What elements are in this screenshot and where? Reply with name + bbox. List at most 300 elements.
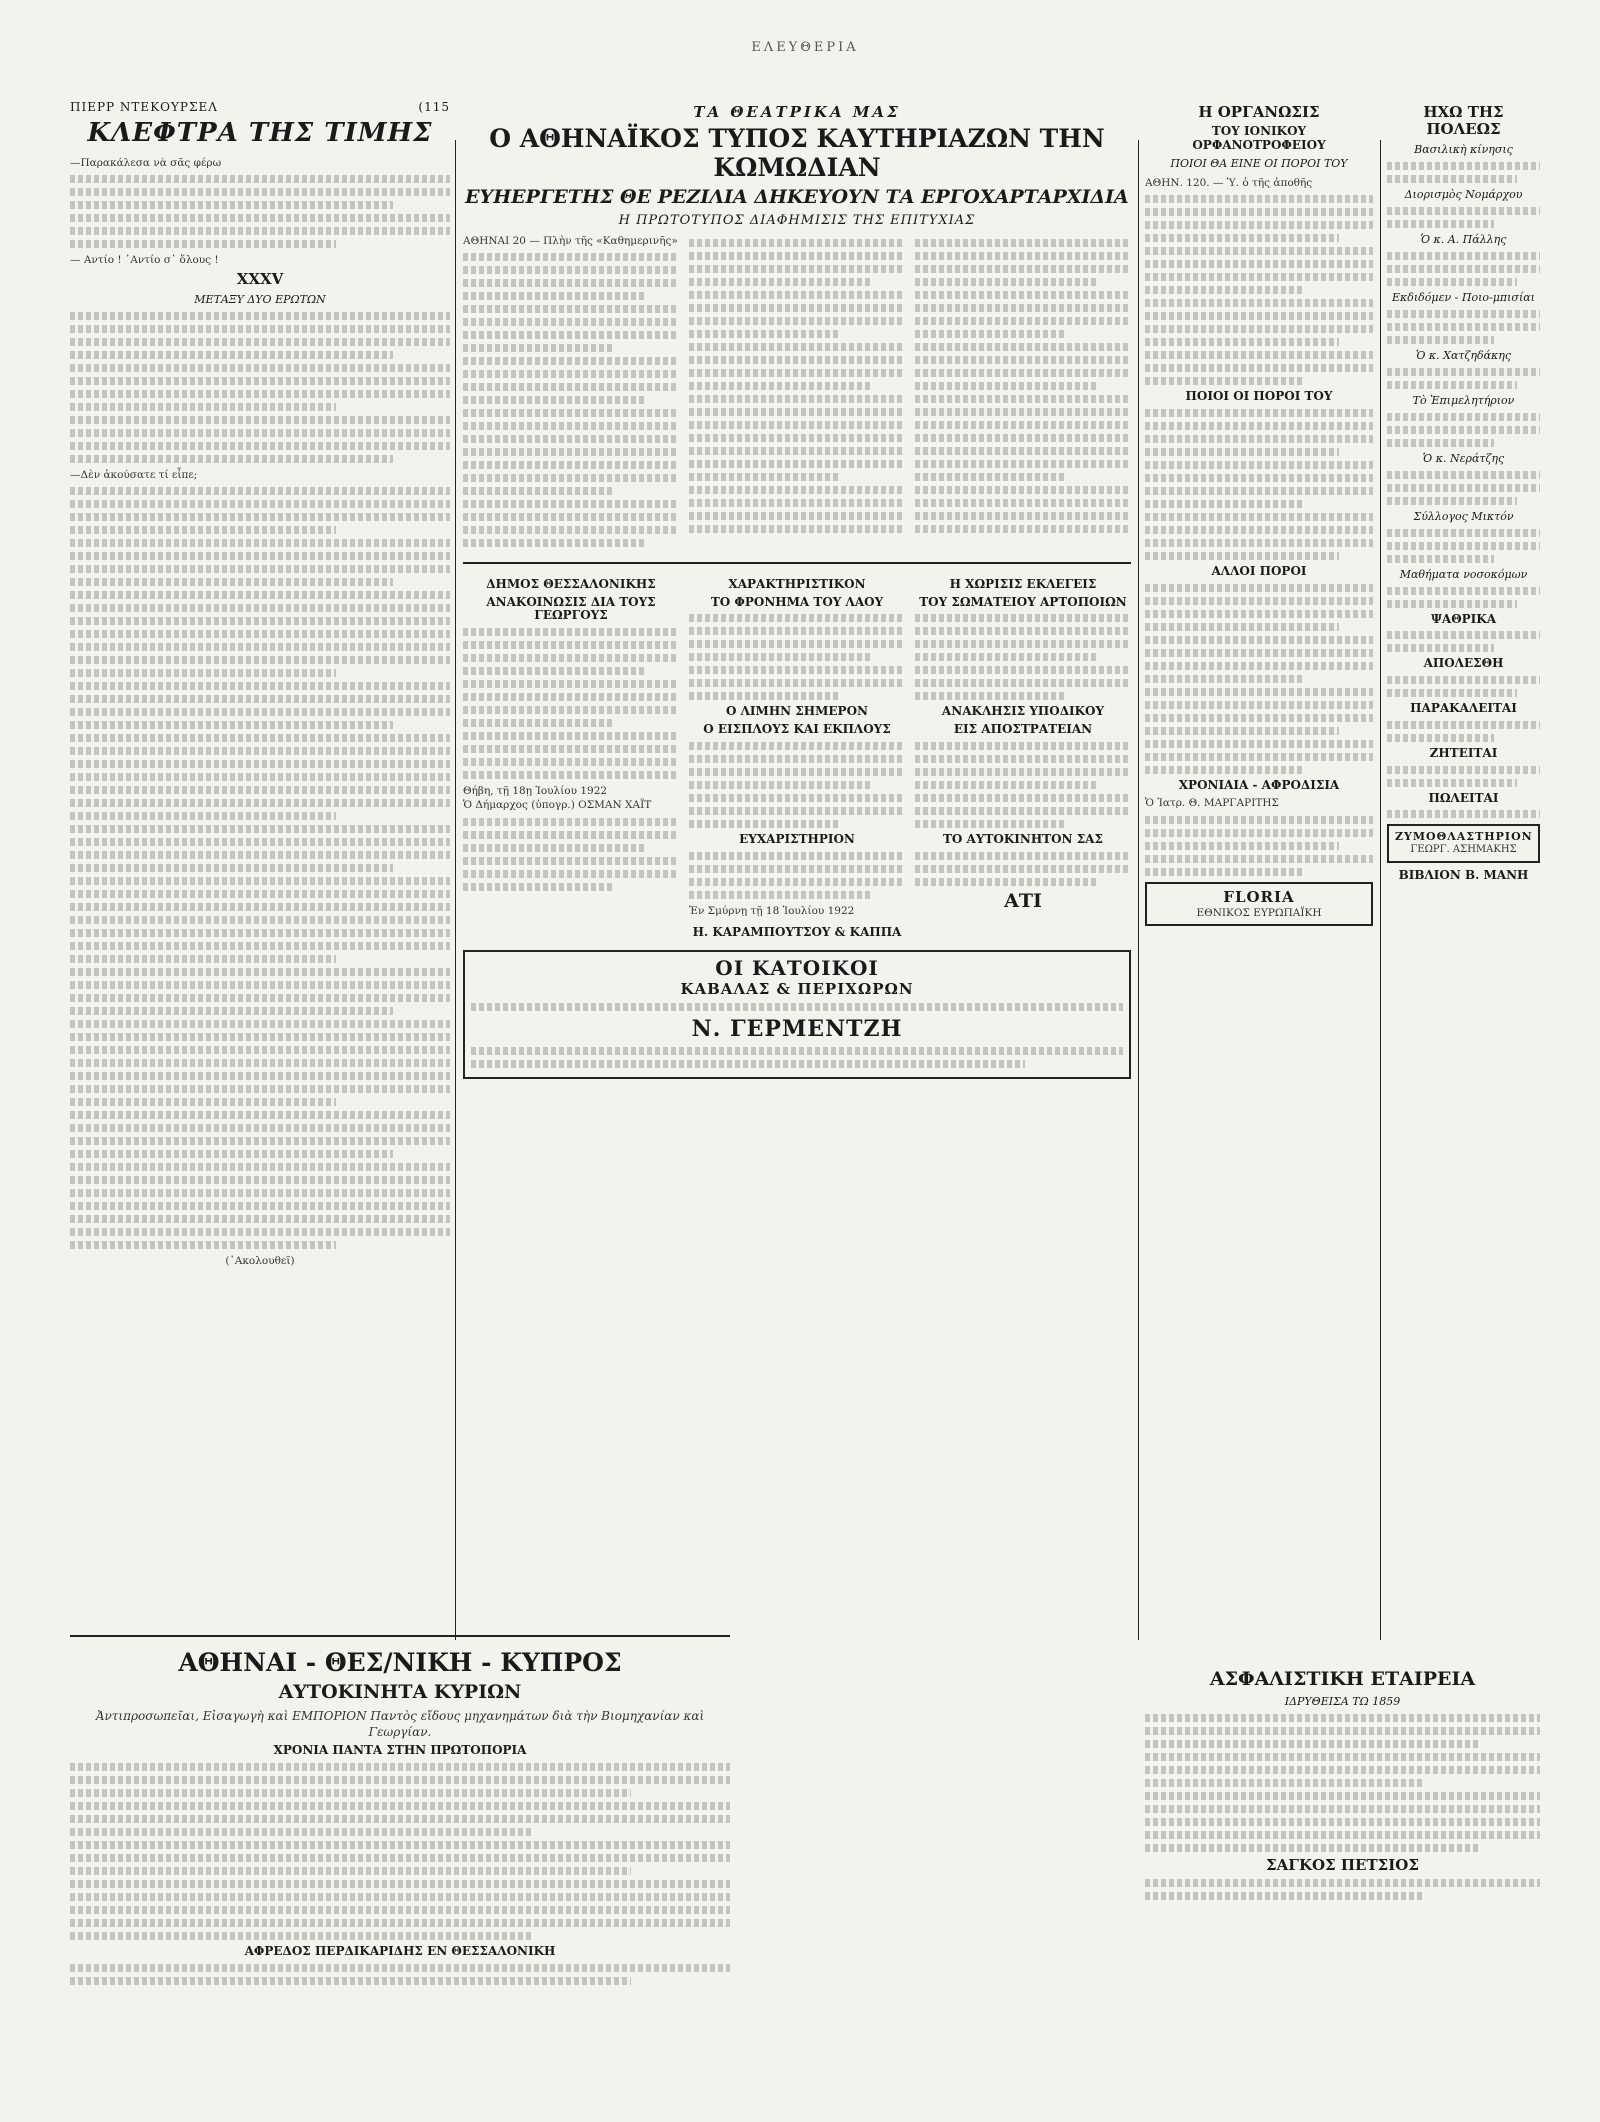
ad-subtitle: ΕΘΝΙΚΟΣ ΕΥΡΩΠΑΪΚΗ [1196, 906, 1322, 919]
text-line [1145, 325, 1373, 333]
section-kicker: Η ΟΡΓΑΝΩΣΙΣ [1198, 103, 1320, 121]
notice-date: Θήβη, τῇ 18ῃ Ἰουλίου 1922 [463, 785, 608, 798]
classified-ad: ΠΑΡΑΚΑΛΕΙΤΑΙ [1410, 701, 1517, 716]
text-line [1145, 1844, 1481, 1852]
text-line [70, 455, 393, 463]
text-line [689, 473, 840, 481]
text-line [1145, 662, 1373, 670]
text-line [689, 512, 905, 520]
text-line [915, 768, 1131, 776]
notice-title: ΔΗΜΟΣ ΘΕΣΣΑΛΟΝΙΚΗΣ [486, 576, 656, 591]
text-line [463, 435, 679, 443]
classified-ad: ΖΗΤΕΙΤΑΙ [1429, 745, 1498, 760]
text-line [463, 396, 647, 404]
text-line [915, 781, 1099, 789]
text-line [70, 442, 450, 450]
text-line [1387, 265, 1540, 273]
column-rule [455, 140, 456, 1640]
text-line [70, 721, 393, 729]
item-heading: Σύλλογος Μικτόν [1413, 509, 1514, 523]
text-line [463, 331, 679, 339]
text-line [1145, 1792, 1540, 1800]
text-line [689, 304, 905, 312]
dateline: ΑΘΗΝΑΙ 20 — Πλὴν τῆς «Καθημερινῆς» [463, 234, 678, 247]
article-title: ΧΑΡΑΚΤΗΡΙΣΤΙΚΟΝ [728, 576, 866, 591]
text-line [70, 1020, 450, 1028]
text-line [70, 1854, 730, 1862]
city-echo-column [1387, 100, 1540, 1640]
text-line [70, 565, 450, 573]
item-heading: Εκδιδόμεν - Ποιο-μπισίαι [1392, 290, 1535, 304]
classified-ad: ΒΙΒΛΙΟΝ Β. ΜΑΝΗ [1398, 867, 1529, 882]
classified-ad: ΑΠΟΛΕΣΘΗ [1423, 656, 1504, 671]
text-line [1145, 338, 1339, 346]
ad-title: ΖΥΜΟΘΛΑΣΤΗΡΙΟΝ [1395, 830, 1533, 844]
text-line [70, 851, 450, 859]
ad-footer: ΣΑΓΚΟΣ ΠΕΤΣΙΟΣ [1266, 1855, 1419, 1874]
ad-name: ΓΕΩΡΓ. ΑΣΗΜΑΚΗΣ [1410, 844, 1517, 856]
text-line [70, 916, 450, 924]
text-line [689, 421, 905, 429]
text-line [70, 364, 450, 372]
item-heading: Ὁ κ. Α. Πάλλης [1420, 232, 1507, 246]
article-subtitle: ΠΟΙΟΙ ΘΑ ΕΙΝΕ ΟΙ ΠΟΡΟΙ ΤΟΥ [1170, 156, 1348, 170]
text-line [689, 614, 905, 622]
text-line [1387, 810, 1540, 818]
ad-subtitle: ΙΔΡΥΘΕΙΣΑ ΤΩ 1859 [1284, 1694, 1401, 1708]
text-line [1387, 542, 1540, 550]
text-line [1387, 413, 1540, 421]
section-rule [70, 1635, 730, 1637]
section-heading: ΧΡΟΝΙΑΙΑ - ΑΦΡΟΔΙΣΙΑ [1178, 777, 1340, 792]
insurance-ad [1145, 1665, 1540, 1905]
text-line [70, 1977, 631, 1985]
text-line [70, 838, 450, 846]
text-line [1387, 484, 1540, 492]
text-line [70, 500, 450, 508]
text-line [1145, 526, 1373, 534]
text-line [689, 252, 905, 260]
machinery-ad [70, 1645, 730, 1990]
text-line [1387, 368, 1540, 376]
notice-signature: Ὁ Δήμαρχος (ὑπογρ.) ΟΣΜΑΝ ΧΑΪΤ [463, 799, 652, 812]
text-line [915, 807, 1131, 815]
text-line [689, 865, 905, 873]
ad-title: ΟΙ ΚΑΤΟΙΚΟΙ [715, 955, 879, 980]
text-line [70, 786, 450, 794]
text-line [689, 356, 905, 364]
text-line [1387, 175, 1517, 183]
text-line [915, 525, 1131, 533]
text-line [70, 1241, 336, 1249]
text-line [70, 227, 450, 235]
text-line [689, 265, 905, 273]
ad-headline: ΑΣΦΑΛΙΣΤΙΚΗ ΕΤΑΙΡΕΙΑ [1209, 1668, 1476, 1690]
text-line [70, 955, 336, 963]
text-line [70, 630, 450, 638]
municipal-notice [463, 574, 679, 918]
text-line [70, 1763, 730, 1771]
text-line [463, 305, 679, 313]
text-line [463, 706, 679, 714]
text-line [70, 1046, 450, 1054]
article-headline: ΤΟΥ ΙΟΝΙΚΟΥ ΟΡΦΑΝΟΤΡΟΦΕΙΟΥ [1192, 124, 1326, 153]
ad-section: ΧΡΟΝΙΑ ΠΑΝΤΑ ΣΤΗΝ ΠΡΩΤΟΠΟΡΙΑ [273, 1742, 527, 1757]
text-line [463, 318, 679, 326]
page-number: (115 [418, 100, 450, 114]
text-line [70, 591, 450, 599]
text-line [689, 317, 905, 325]
text-line [70, 669, 336, 677]
text-line [1145, 409, 1373, 417]
text-line [463, 693, 679, 701]
article-subtitle: ΤΟ ΦΡΟΝΗΜΑ ΤΟΥ ΛΑΟΥ [710, 594, 884, 609]
continued-note: (᾿Ακολουθεῖ) [225, 1254, 295, 1267]
text-line [1387, 555, 1494, 563]
item-heading: Διορισμὸς Νομάρχου [1404, 187, 1523, 201]
text-line [70, 1906, 730, 1914]
text-line [1145, 1714, 1540, 1722]
text-line [70, 403, 336, 411]
text-line [1145, 247, 1373, 255]
text-line [1145, 351, 1373, 359]
text-line [70, 1964, 730, 1972]
text-line [70, 240, 336, 248]
ati-ad: ΑΤΙ [1004, 889, 1042, 912]
text-line [689, 820, 840, 828]
text-line [689, 330, 840, 338]
text-line [70, 1228, 450, 1236]
text-line [70, 526, 336, 534]
classified-ad: ΨΑΘΡΙΚΑ [1430, 611, 1497, 626]
text-line [1145, 701, 1373, 709]
thanks-date: Ἐν Σμύρνῃ τῇ 18 Ἰουλίου 1922 [689, 904, 855, 917]
novel-excerpt: — Αντίο ! ᾿Αντίο σ᾿ ὅλους ! [70, 254, 219, 267]
text-line [463, 422, 679, 430]
text-line [70, 429, 450, 437]
ad-name: Ν. ΓΕΡΜΕΝΤΖΗ [691, 1015, 903, 1042]
text-line [70, 1124, 450, 1132]
text-line [915, 499, 1131, 507]
text-line [1145, 299, 1373, 307]
text-line [689, 499, 905, 507]
text-line [70, 1828, 532, 1836]
section-kicker: ΗΧΩ ΤΗΣ ΠΟΛΕΩΣ [1423, 103, 1504, 139]
text-line [915, 395, 1131, 403]
text-line [70, 929, 450, 937]
text-line [915, 239, 1131, 247]
text-line [1145, 636, 1373, 644]
text-line [463, 253, 679, 261]
text-line [70, 1111, 450, 1119]
text-line [70, 416, 450, 424]
text-line [689, 395, 905, 403]
bottom-ads-band [70, 1645, 1540, 2085]
text-line [689, 278, 873, 286]
text-line [689, 878, 905, 886]
text-line [689, 768, 905, 776]
article-title: Η ΧΩΡΙΣΙΣ ΕΚΛΕΓΕΙΣ [949, 576, 1097, 591]
article-column [689, 234, 905, 552]
text-line [463, 831, 679, 839]
text-line [1387, 676, 1540, 684]
text-line [463, 870, 679, 878]
text-line [915, 343, 1131, 351]
text-line [915, 692, 1066, 700]
text-line [70, 903, 450, 911]
text-line [70, 1893, 730, 1901]
article-column [915, 234, 1131, 552]
text-line [1145, 584, 1373, 592]
text-line [70, 214, 450, 222]
residents-ad [463, 950, 1131, 1079]
bakery-ad [1387, 824, 1540, 863]
notice-subtitle: ΑΝΑΚΟΙΝΩΣΙΣ ΔΙΑ ΤΟΥΣ ΓΕΩΡΓΟΥΣ [486, 594, 656, 623]
text-line [1145, 1753, 1540, 1761]
text-line [915, 679, 1131, 687]
text-line [915, 252, 1131, 260]
masthead: ΕΛΕΥΘΕΡΙΑ [751, 40, 859, 55]
text-line [689, 891, 873, 899]
text-line [1145, 461, 1373, 469]
author-kicker: ΠΙΕΡΡ ΝΤΕΚΟΥΡΣΕΛ [70, 100, 218, 114]
text-line [915, 512, 1131, 520]
column-rule [1138, 140, 1139, 1640]
text-line [915, 408, 1131, 416]
text-line [1387, 766, 1540, 774]
text-line [1145, 1766, 1540, 1774]
text-line [70, 201, 393, 209]
text-line [1145, 500, 1305, 508]
text-line [689, 852, 905, 860]
text-line [70, 175, 450, 183]
text-line [70, 1098, 336, 1106]
characteristic-article [689, 574, 905, 918]
text-line [463, 487, 614, 495]
text-line [1145, 273, 1373, 281]
text-line [1145, 1805, 1540, 1813]
text-line [1145, 422, 1373, 430]
text-line [463, 628, 679, 636]
text-line [70, 1919, 730, 1927]
text-line [463, 719, 614, 727]
text-line [70, 312, 450, 320]
text-line [463, 745, 679, 753]
ad-title: FLORIA [1223, 887, 1295, 906]
text-line [70, 1085, 450, 1093]
text-line [915, 653, 1099, 661]
section-heading: ΑΛΛΟΙ ΠΟΡΟΙ [1211, 563, 1307, 578]
floria-ad [1145, 882, 1373, 926]
dateline: ΑΘΗΝ. 120. — Ὑ. ὁ τῆς ἀποθῆς [1145, 176, 1313, 189]
ad-headline: ΑΥΤΟΚΙΝΗΤΑ ΚΥΡΙΩΝ [278, 1680, 522, 1703]
text-line [70, 825, 450, 833]
text-line [70, 1215, 450, 1223]
text-line [70, 351, 393, 359]
text-line [70, 1841, 730, 1849]
text-line [1145, 234, 1339, 242]
bakers-article [915, 574, 1131, 918]
text-line [70, 1150, 393, 1158]
article-subtitle: ΤΟΥ ΣΩΜΑΤΕΙΟΥ ΑΡΤΟΠΟΙΩΝ [919, 594, 1127, 609]
novel-excerpt: —Παρακάλεσα νὰ σᾶς φέρω [70, 157, 222, 169]
serial-novel-column [70, 100, 450, 1640]
text-line [70, 1137, 450, 1145]
text-line [1145, 1892, 1422, 1900]
text-line [1387, 600, 1517, 608]
text-line [70, 773, 450, 781]
text-line [689, 460, 905, 468]
main-headline: Ο ΑΘΗΝΑΪΚΟΣ ΤΥΠΟΣ ΚΑΥΤΗΡΙΑΖΩΝ ΤΗΝ ΚΩΜΩΔΙΑΝ [489, 124, 1105, 182]
text-line [70, 1867, 631, 1875]
text-line [1145, 1831, 1540, 1839]
text-line [689, 434, 905, 442]
text-line [70, 539, 450, 547]
text-line [70, 1776, 730, 1784]
recall-title: ΑΝΑΚΛΗΣΙΣ ΥΠΟΔΙΚΟΥ [941, 704, 1105, 719]
text-line [1145, 675, 1305, 683]
text-line [1145, 597, 1373, 605]
text-line [70, 552, 450, 560]
text-line [1145, 766, 1305, 774]
text-line [70, 487, 450, 495]
text-line [689, 755, 905, 763]
article-column [463, 234, 679, 552]
text-line [915, 330, 1066, 338]
text-line [70, 799, 450, 807]
item-heading: Βασιλικὴ κίνησις [1414, 142, 1513, 156]
text-line [1387, 779, 1517, 787]
text-line [1145, 623, 1339, 631]
auto-title: ΤΟ ΑΥΤΟΚΙΝΗΤΟΝ ΣΑΣ [943, 831, 1103, 846]
text-line [70, 1007, 393, 1015]
text-line [463, 266, 679, 274]
text-line [1387, 631, 1540, 639]
text-line [463, 370, 679, 378]
text-line [463, 344, 614, 352]
text-line [915, 794, 1131, 802]
text-line [1145, 487, 1373, 495]
text-line [463, 383, 679, 391]
text-line [1145, 714, 1373, 722]
text-line [463, 844, 647, 852]
text-line [463, 857, 679, 865]
text-line [689, 382, 873, 390]
text-line [70, 968, 450, 976]
text-line [1387, 426, 1540, 434]
text-line [70, 1059, 450, 1067]
text-line [1145, 260, 1373, 268]
text-line [1145, 539, 1373, 547]
text-line [689, 640, 905, 648]
text-line [463, 758, 679, 766]
text-line [1387, 323, 1540, 331]
text-line [471, 1060, 1025, 1068]
text-line [70, 188, 450, 196]
text-line [689, 679, 905, 687]
text-line [1145, 552, 1339, 560]
ad-subtitle: ΚΑΒΑΛΑΣ & ΠΕΡΙΧΩΡΩΝ [680, 979, 914, 998]
text-line [1145, 842, 1339, 850]
text-line [70, 1202, 450, 1210]
center-section [463, 100, 1131, 1640]
text-line [70, 1163, 450, 1171]
text-line [1145, 649, 1373, 657]
text-line [70, 390, 450, 398]
text-line [1145, 377, 1305, 385]
text-line [915, 369, 1131, 377]
text-line [463, 526, 679, 534]
text-line [1145, 610, 1373, 618]
chapter-title: ΜΕΤΑΞΥ ΔΥΟ ΕΡΩΤΩΝ [194, 292, 326, 306]
text-line [915, 265, 1131, 273]
text-line [70, 656, 450, 664]
text-line [915, 421, 1131, 429]
text-line [1145, 1727, 1540, 1735]
text-line [1145, 1779, 1422, 1787]
ad-subtitle: Ἀντιπροσωπεῖαι, Εἰσαγωγὴ καὶ ΕΜΠΟΡΙΟΝ Παντὸς εἴδους μηχανημάτων διὰ τὴν Βιομηχανίαν καὶ Γεωργίαν. [95, 1708, 705, 1739]
text-line [915, 852, 1131, 860]
text-line [70, 1176, 450, 1184]
text-line [1387, 529, 1540, 537]
column-rule [1380, 140, 1381, 1640]
text-line [463, 357, 679, 365]
text-line [471, 1047, 1123, 1055]
text-line [1387, 207, 1540, 215]
newspaper-page [70, 40, 1540, 2100]
text-line [1387, 220, 1494, 228]
text-line [1145, 816, 1373, 824]
orphanage-column [1145, 100, 1373, 1640]
text-line [1145, 474, 1373, 482]
text-line [70, 734, 450, 742]
text-line [689, 343, 905, 351]
text-line [463, 279, 679, 287]
text-line [915, 486, 1131, 494]
text-line [1387, 310, 1540, 318]
text-line [1145, 513, 1373, 521]
text-line [70, 338, 450, 346]
text-line [1387, 278, 1517, 286]
text-line [915, 356, 1131, 364]
text-line [1387, 734, 1494, 742]
text-line [915, 614, 1131, 622]
text-line [70, 864, 393, 872]
text-line [915, 447, 1131, 455]
text-line [689, 239, 905, 247]
text-line [70, 1932, 532, 1940]
text-line [1145, 312, 1373, 320]
text-line [689, 666, 905, 674]
text-line [463, 883, 614, 891]
text-line [70, 747, 450, 755]
doctor-name: Ὁ Ἰατρ. Θ. ΜΑΡΓΑΡΙΤΗΣ [1145, 797, 1279, 810]
text-line [1387, 336, 1494, 344]
text-line [463, 654, 679, 662]
text-line [70, 994, 450, 1002]
text-line [1145, 855, 1373, 863]
text-line [70, 1815, 730, 1823]
text-line [463, 680, 679, 688]
text-line [70, 377, 450, 385]
item-heading: Ὁ κ. Νεράτζης [1422, 451, 1505, 465]
text-line [915, 434, 1131, 442]
text-line [915, 317, 1131, 325]
item-heading: Τὸ Ἐπιμελητήριον [1412, 393, 1515, 407]
novel-title: ΚΛΕΦΤΡΑ ΤΗΣ ΤΙΜΗΣ [87, 118, 433, 148]
text-line [70, 695, 450, 703]
text-line [1145, 286, 1305, 294]
